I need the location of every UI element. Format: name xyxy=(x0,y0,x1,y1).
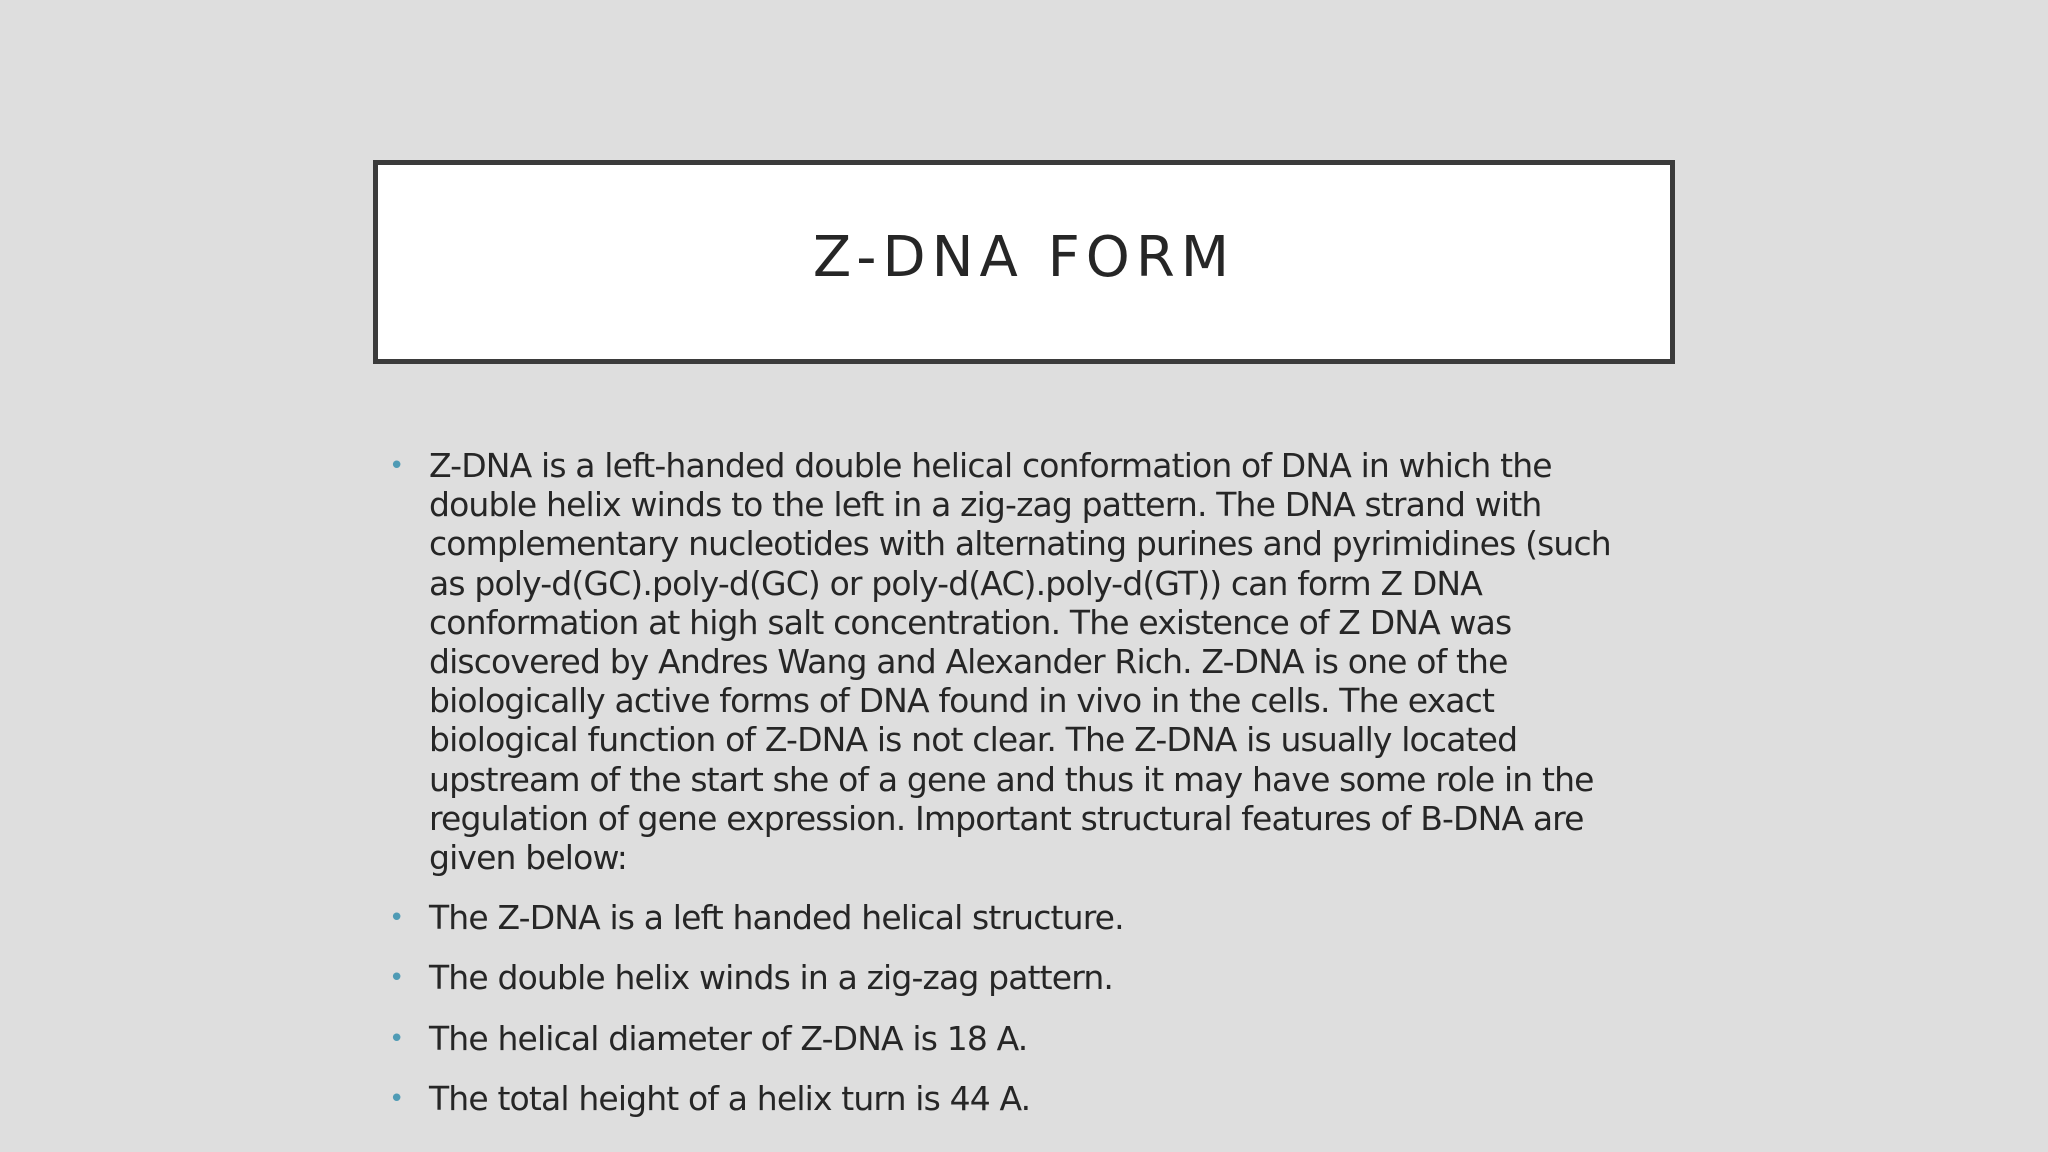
bullet-dot-icon: • xyxy=(389,1083,404,1114)
bullet-item xyxy=(388,1019,1650,1058)
slide-content xyxy=(388,446,1650,1139)
title-box xyxy=(373,160,1675,364)
bullet-dot-icon: • xyxy=(389,963,404,994)
bullet-list xyxy=(388,446,1650,1118)
bullet-text: The double helix winds in a zig-zag pattern. xyxy=(429,958,1114,998)
bullet-item xyxy=(388,958,1650,997)
bullet-text: The Z-DNA is a left handed helical structure. xyxy=(429,898,1124,938)
bullet-item xyxy=(388,1079,1650,1118)
bullet-dot-icon: • xyxy=(389,1023,404,1054)
bullet-item xyxy=(388,446,1650,877)
slide-title: Z-DNA FORM xyxy=(812,225,1236,290)
bullet-text: Z-DNA is a left-handed double helical conformation of DNA in which the double helix winds to the left in a zig-zag pattern. The DNA strand with complementary nucleotides with alternating purines and pyrimidines (such as poly-d(GC).poly-d(GC) or poly-d(AC).poly-d(GT)) can form Z DNA conformation at high salt concentration. The existence of Z DNA was discovered by Andres Wang and Alexander Rich. Z-DNA is one of the biologically active forms of DNA found in vivo in the cells. The exact biological function of Z-DNA is not clear. The Z-DNA is usually located upstream of the start she of a gene and thus it may have some role in the regulation of gene expression. Important structural features of B-DNA are given below: xyxy=(429,446,1611,878)
bullet-dot-icon: • xyxy=(389,451,404,481)
bullet-text: The total height of a helix turn is 44 A. xyxy=(429,1078,1031,1118)
bullet-dot-icon: • xyxy=(389,903,404,934)
bullet-item xyxy=(388,898,1650,937)
bullet-text: The helical diameter of Z-DNA is 18 A. xyxy=(429,1018,1028,1058)
